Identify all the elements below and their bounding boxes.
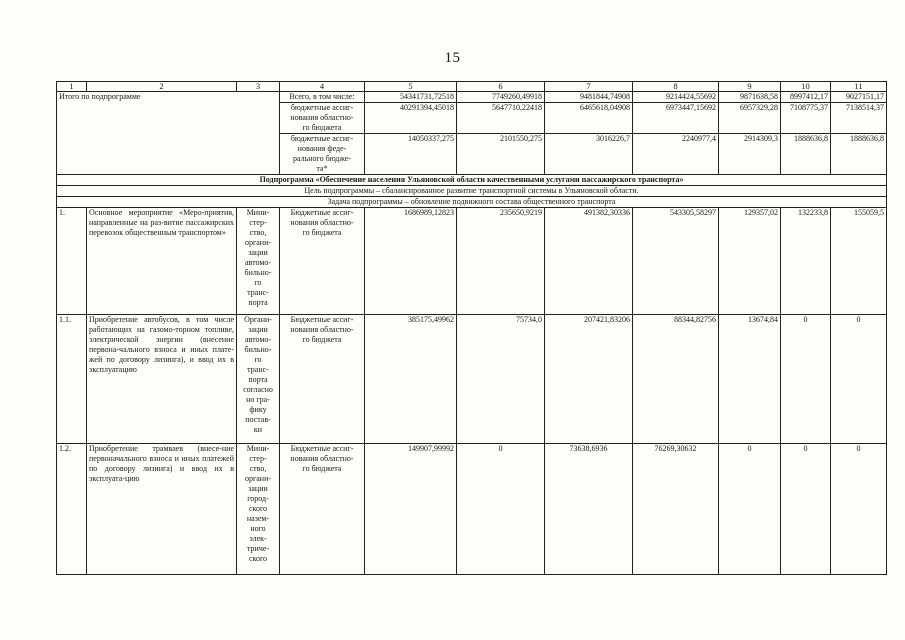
value-cell: 0 (457, 444, 545, 575)
item-executor: Органи- зации автомо- бильно- го транс- порта согласно но гра- фику постав- ки (237, 315, 280, 444)
value-cell: 8997412,17 (781, 92, 831, 103)
page-number: 15 (444, 50, 461, 66)
col-header: 7 (545, 82, 633, 92)
value-cell: 1888636,8 (781, 134, 831, 175)
value-cell: 54341731,72518 (365, 92, 457, 103)
value-cell: 0 (831, 444, 887, 575)
value-cell: 0 (781, 315, 831, 444)
budget-table (56, 81, 887, 575)
value-cell: 491382,30336 (545, 208, 633, 315)
subprogram-task: Задача подпрограммы – обновление подвижного состава общественного транспорта (57, 197, 887, 208)
item-source: Бюджетные ассиг- нования областно- го бюджета (280, 208, 365, 315)
subprogram-goal: Цель подпрограммы – сбалансированное развитие транспортной системы в Ульяновской области. (57, 186, 887, 197)
task-row (57, 197, 887, 208)
value-cell: 76269,30632 (633, 444, 719, 575)
value-cell: 207421,83206 (545, 315, 633, 444)
value-cell: 129357,02 (719, 208, 781, 315)
col-header: 10 (781, 82, 831, 92)
value-cell: 7749260,49918 (457, 92, 545, 103)
col-header: 8 (633, 82, 719, 92)
value-cell: 7138514,37 (831, 103, 887, 134)
value-cell: 9027151,17 (831, 92, 887, 103)
total-label: Итого по подпрограмме (57, 92, 280, 175)
value-cell: 40291394,45018 (365, 103, 457, 134)
item-number: 1.1. (57, 315, 87, 444)
value-cell: 0 (831, 315, 887, 444)
value-cell: 155059,5 (831, 208, 887, 315)
table-row (57, 208, 887, 315)
item-name: Приобретение трамваев (внесе-ние первоначального взноса и иных платежей по договору лизинга) и ввод их в эксплуата-цию (87, 444, 237, 575)
item-number: 1.2. (57, 444, 87, 575)
value-cell: 132233,8 (781, 208, 831, 315)
value-cell: 3016226,7 (545, 134, 633, 175)
value-cell: 9214424,55692 (633, 92, 719, 103)
col-header: 4 (280, 82, 365, 92)
source-cell: бюджетные ассиг- нования феде- рального бюдже- та* (280, 134, 365, 175)
value-cell: 2914309,3 (719, 134, 781, 175)
value-cell: 543305,58297 (633, 208, 719, 315)
item-executor: Мини- стер- ство, органи- зации автомо- бильно- го транс- порта (237, 208, 280, 315)
value-cell: 75734,0 (457, 315, 545, 444)
col-header: 1 (57, 82, 87, 92)
value-cell: 385175,49962 (365, 315, 457, 444)
col-header: 5 (365, 82, 457, 92)
subprogram-title: Подпрограмма «Обеспечение населения Ульяновской области качественными услугами пассажирского транспорта» (57, 175, 887, 186)
value-cell: 1888636,8 (831, 134, 887, 175)
col-header: 9 (719, 82, 781, 92)
column-number-row (57, 82, 887, 92)
value-cell: 1686989,12823 (365, 208, 457, 315)
item-name: Основное мероприятие «Меро-приятия, направленные на раз-витие пассажирских перевозок общественным транспортом» (87, 208, 237, 315)
subprogram-row (57, 175, 887, 186)
value-cell: 5647710,22418 (457, 103, 545, 134)
value-cell: 13674,84 (719, 315, 781, 444)
value-cell: 88344,82756 (633, 315, 719, 444)
item-source: Бюджетные ассиг- нования областно- го бюджета (280, 444, 365, 575)
item-number: 1. (57, 208, 87, 315)
col-header: 6 (457, 82, 545, 92)
table-row (57, 444, 887, 575)
source-cell: бюджетные ассиг- нования областно- го бюджета (280, 103, 365, 134)
item-source: Бюджетные ассиг- нования областно- го бюджета (280, 315, 365, 444)
total-source-cell: Всего, в том числе: (280, 92, 365, 103)
value-cell: 14050337,275 (365, 134, 457, 175)
value-cell: 2240977,4 (633, 134, 719, 175)
value-cell: 149907,99992 (365, 444, 457, 575)
col-header: 3 (237, 82, 280, 92)
value-cell: 0 (719, 444, 781, 575)
value-cell: 9481844,74908 (545, 92, 633, 103)
item-executor: Мини- стер- ство, органи- зации город- ского назем- ного элек- триче- ского (237, 444, 280, 575)
value-cell: 0 (781, 444, 831, 575)
table-row (57, 315, 887, 444)
item-name: Приобретение автобусов, в том числе работающих на газомо-торном топливе, электрической энергии (внесение первона-чального взноса и иных плате-жей по договору лизинга), и ввод их в эксплуатацию (87, 315, 237, 444)
value-cell: 6973447,15692 (633, 103, 719, 134)
value-cell: 235650,9219 (457, 208, 545, 315)
value-cell: 6465618,04908 (545, 103, 633, 134)
col-header: 2 (87, 82, 237, 92)
value-cell: 2101550,275 (457, 134, 545, 175)
col-header: 11 (831, 82, 887, 92)
value-cell: 7108775,37 (781, 103, 831, 134)
goal-row (57, 186, 887, 197)
value-cell: 9871638,58 (719, 92, 781, 103)
value-cell: 6957329,28 (719, 103, 781, 134)
value-cell: 73638,6936 (545, 444, 633, 575)
total-row (57, 92, 887, 103)
